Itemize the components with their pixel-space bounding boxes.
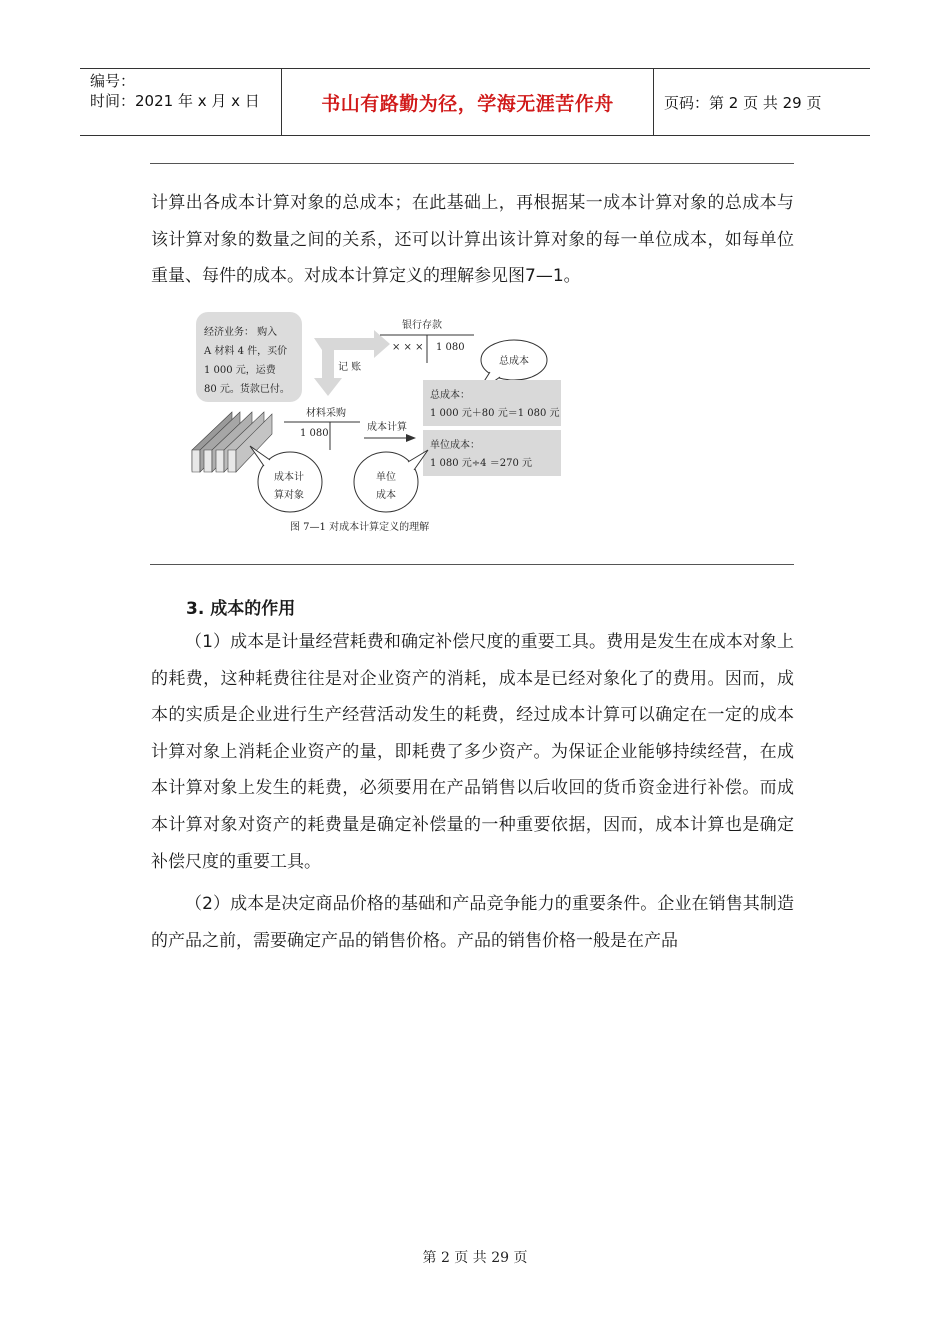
unit-bubble-line-1: 单位 — [376, 472, 396, 483]
total-cost-bubble-text: 总成本 — [499, 356, 529, 367]
unit-bubble-line-2: 成本 — [376, 490, 396, 501]
paragraph-2: （2）成本是决定商品价格的基础和产品竞争能力的重要条件。企业在销售其制造的产品之前，需要确定产品的销售价格。产品的销售价格一般是在产品 — [151, 894, 794, 951]
calc-label: 成本计算 — [367, 422, 407, 433]
header-meta — [80, 69, 282, 135]
document-header — [80, 68, 870, 136]
material-account-title: 材料采购 — [306, 408, 346, 419]
number-label: 编号： — [90, 72, 136, 90]
paragraph-1: （1）成本是计量经营耗费和确定补偿尺度的重要工具。费用是发生在成本对象上的耗费，这种耗费往往是对企业资产的消耗，成本是已经对象化了的费用。因而，成本的实质是企业进行生产经营活动发生的耗费，经过成本计算可以确定在一定的成本计算对象上消耗企业资产的量，即耗费了多少资产。为保证企业能够持续经营，在成本计算对象上发生的耗费，必须要用在产品销售以后收回的货币资金进行补偿。而成本计算对象对资产的耗费量是确定补偿量的一种重要依据，因而，成本计算也是确定补偿尺度的重要工具。 — [151, 632, 794, 872]
business-line-3: 1 000 元，运费 — [204, 365, 276, 376]
object-bubble-line-1: 成本计 — [274, 472, 304, 483]
material-stack-illustration — [192, 412, 272, 472]
record-label: 记 账 — [338, 362, 362, 373]
object-bubble-line-2: 算对象 — [274, 490, 304, 501]
time-label: 时间：2021 年 x 月 x 日 — [90, 92, 260, 110]
intro-paragraph: 计算出各成本计算对象的总成本；在此基础上，再根据某一成本计算对象的总成本与该计算对象的数量之间的关系，还可以计算出该计算对象的每一单位成本，如每单位重量、每件的成本。对成本计算定义的理解参见图7—1。 — [151, 193, 794, 287]
material-left-entry: 1 080 — [300, 428, 329, 439]
figure-caption: 图 7—1 对成本计算定义的理解 — [290, 522, 430, 533]
unit-cost-title: 单位成本： — [430, 440, 480, 451]
business-line-1: 经济业务： 购入 — [204, 327, 278, 338]
bank-account-title: 银行存款 — [402, 320, 442, 331]
section-title: 3. 成本的作用 — [186, 599, 296, 619]
bank-left-entry: × × × — [392, 342, 424, 353]
business-line-4: 80 元。货款已付。 — [204, 384, 290, 395]
page-footer: 第 2 页 共 29 页 — [422, 1250, 528, 1266]
unit-cost-box — [423, 430, 561, 476]
bank-right-entry: 1 080 — [436, 342, 465, 353]
total-cost-box — [423, 380, 561, 426]
total-cost-formula: 1 000 元＋80 元＝1 080 元 — [430, 408, 560, 419]
business-line-2: A 材料 4 件，买价 — [204, 346, 288, 357]
figure-7-1 — [184, 308, 574, 540]
header-page-info: 页码：第 2 页 共 29 页 — [664, 93, 822, 112]
top-divider — [150, 163, 794, 164]
total-cost-title: 总成本： — [430, 390, 470, 401]
figure-bottom-divider — [150, 564, 794, 565]
unit-cost-formula: 1 080 元÷4 ＝270 元 — [430, 458, 532, 469]
header-motto: 书山有路勤为径，学海无涯苦作舟 — [282, 69, 654, 135]
